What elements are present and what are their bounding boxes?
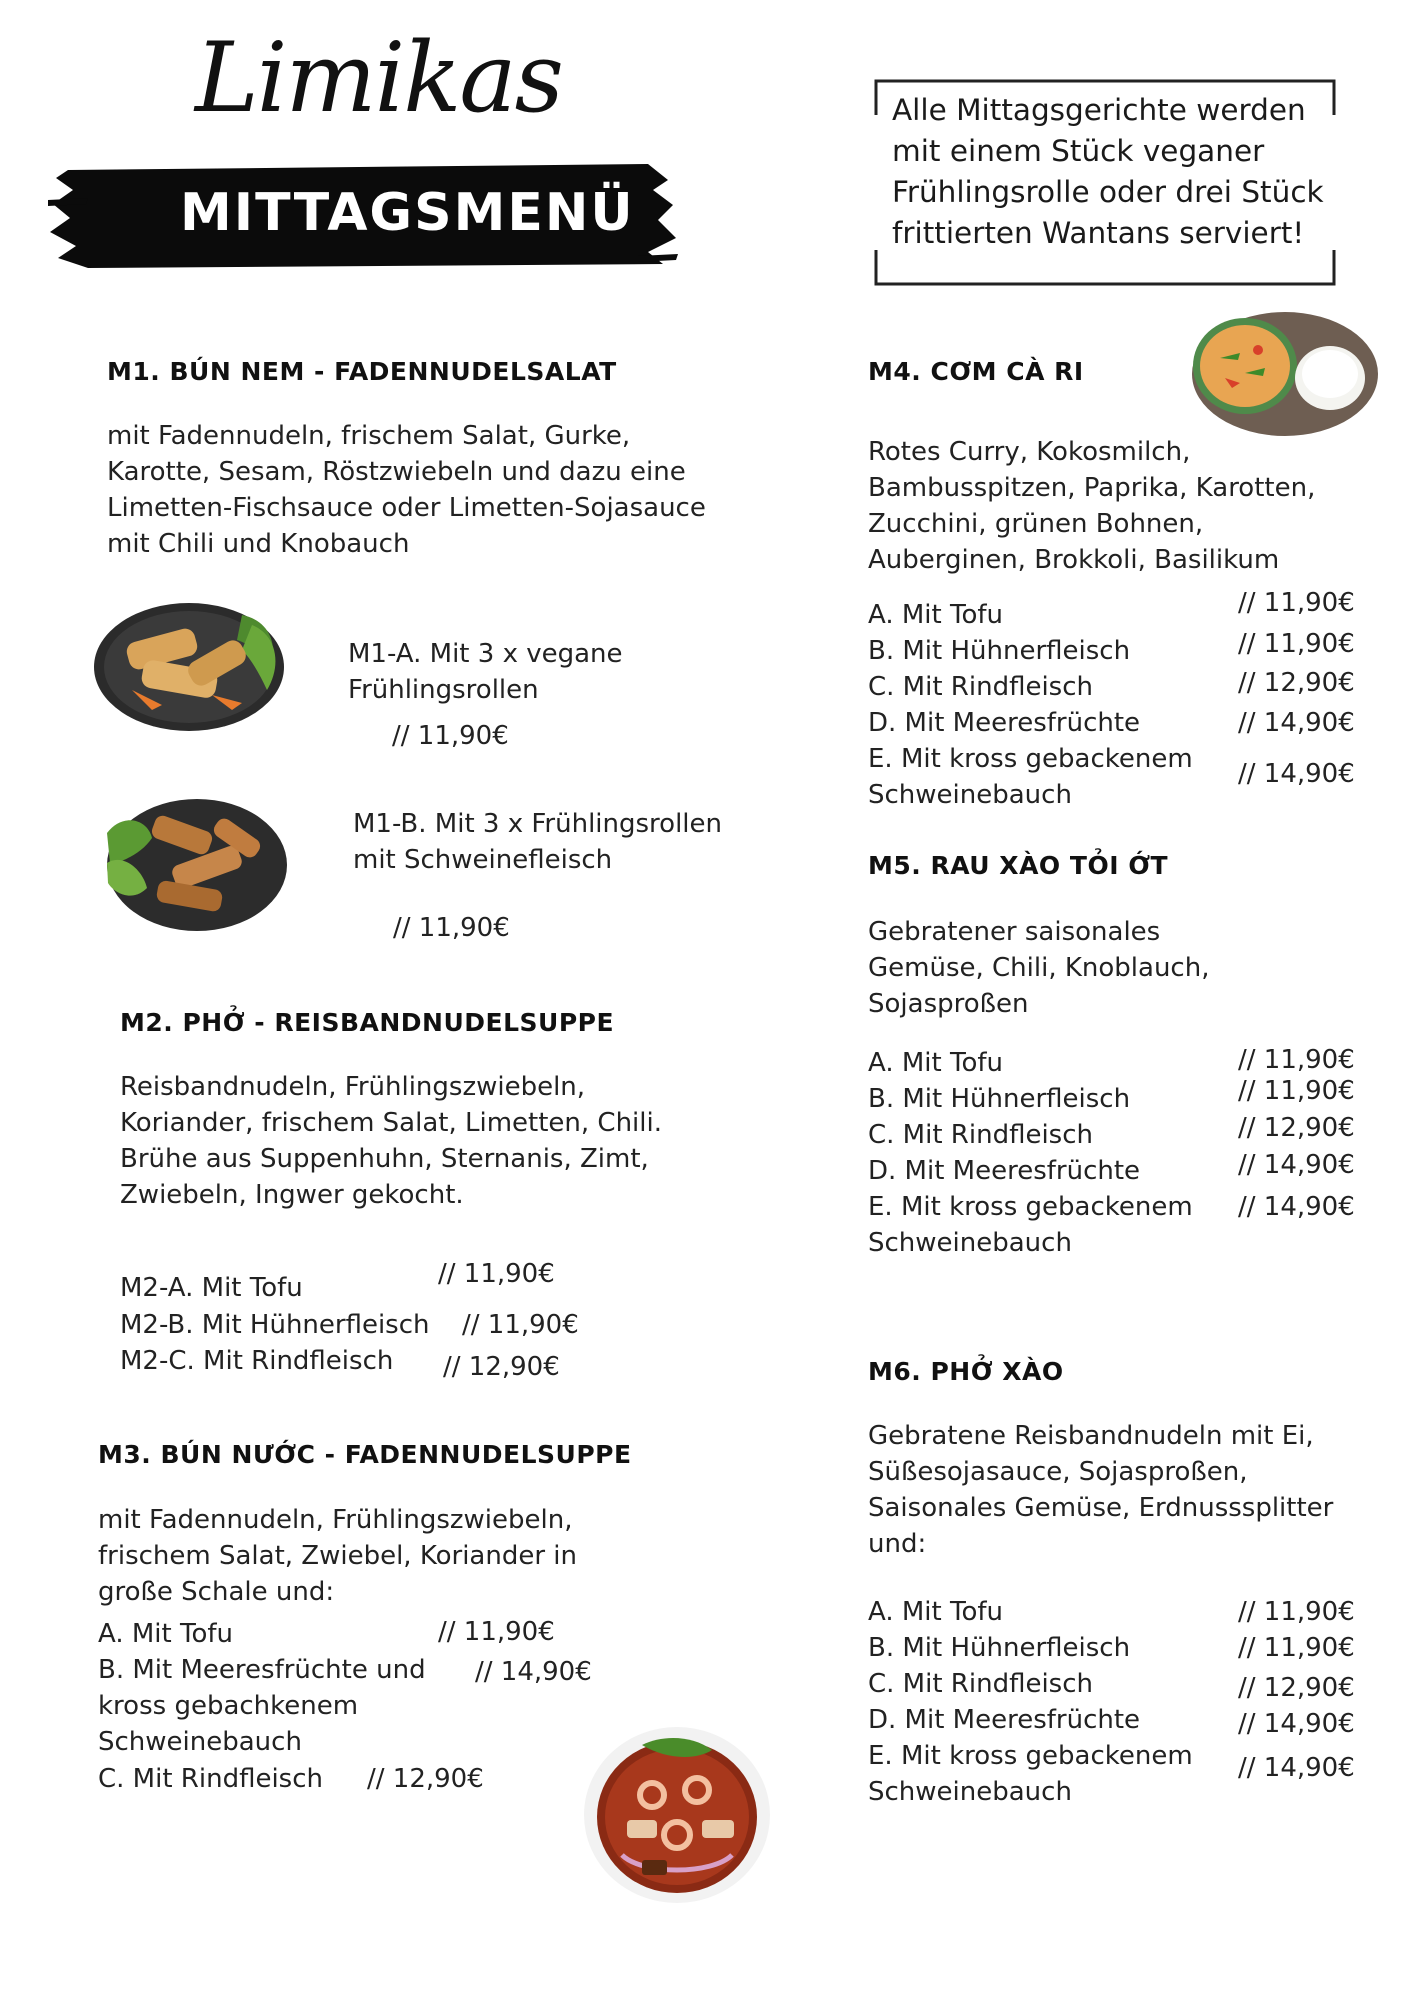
- m3c-label: C. Mit Rindfleisch: [98, 1764, 323, 1794]
- m4e-label: E. Mit kross gebackenem Schweinebauch: [868, 744, 1193, 810]
- m3-description: mit Fadennudeln, Frühlingszwiebeln, frischem Salat, Zwiebel, Koriander in große Schale und:: [98, 1505, 577, 1607]
- m1a-label: M1-A. Mit 3 x vegane Frühlingsrollen: [348, 639, 623, 705]
- m3-heading: M3. BÚN NƯỚC - FADENNUDELSUPPE: [98, 1440, 632, 1469]
- m6d-price: // 14,90€: [1238, 1709, 1355, 1739]
- m5e-label: E. Mit kross gebackenem Schweinebauch: [868, 1192, 1193, 1258]
- m1b-price: // 11,90€: [393, 913, 510, 943]
- lunch-note-text: Alle Mittagsgerichte werden mit einem Stück veganer Frühlingsrolle oder drei Stück frittierten Wantans serviert!: [892, 93, 1324, 250]
- m3b-label: B. Mit Meeresfrüchte und kross gebachkenem Schweinebauch: [98, 1655, 426, 1757]
- m1-description: mit Fadennudeln, frischem Salat, Gurke, Karotte, Sesam, Röstzwiebeln und dazu eine Limetten-Fischsauce oder Limetten-Sojasauce mit Chili und Knobauch: [107, 421, 706, 559]
- m2c-label: M2-C. Mit Rindfleisch: [120, 1346, 394, 1376]
- m6b-label: B. Mit Hühnerfleisch: [868, 1633, 1131, 1663]
- m6b-price: // 11,90€: [1238, 1633, 1355, 1663]
- m2c-price: // 12,90€: [443, 1352, 560, 1382]
- m3a-price: // 11,90€: [438, 1617, 555, 1647]
- m5-description: Gebratener saisonales Gemüse, Chili, Knoblauch, Sojasproßen: [868, 917, 1210, 1019]
- m5b-price: // 11,90€: [1238, 1076, 1355, 1106]
- m6e-label: E. Mit kross gebackenem Schweinebauch: [868, 1741, 1193, 1807]
- m6c-label: C. Mit Rindfleisch: [868, 1669, 1093, 1699]
- m2a-label: M2-A. Mit Tofu: [120, 1273, 303, 1303]
- m6e-price: // 14,90€: [1238, 1753, 1355, 1783]
- m6a-price: // 11,90€: [1238, 1597, 1355, 1627]
- m4d-label: D. Mit Meeresfrüchte: [868, 708, 1141, 738]
- brand-logo: Limikas: [195, 22, 562, 134]
- m2-heading: M2. PHỞ - REISBANDNUDELSUPPE: [120, 1008, 615, 1037]
- m5-heading: M5. RAU XÀO TỎI ỚT: [868, 851, 1169, 880]
- m4b-price: // 11,90€: [1238, 629, 1355, 659]
- m1-heading: M1. BÚN NEM - FADENNUDELSALAT: [107, 357, 617, 386]
- m5d-price: // 14,90€: [1238, 1150, 1355, 1180]
- m4-curry-photo: [1190, 308, 1380, 440]
- m5c-label: C. Mit Rindfleisch: [868, 1120, 1093, 1150]
- m5c-price: // 12,90€: [1238, 1113, 1355, 1143]
- m1a-price: // 11,90€: [392, 721, 509, 751]
- m5a-label: A. Mit Tofu: [868, 1048, 1003, 1078]
- lunch-note-box: [870, 75, 1340, 290]
- m5e-price: // 14,90€: [1238, 1192, 1355, 1222]
- m4a-price: // 11,90€: [1238, 588, 1355, 618]
- m6-description: Gebratene Reisbandnudeln mit Ei, Süßesojasauce, Sojasproßen, Saisonales Gemüse, Erdnusssplitter und:: [868, 1421, 1334, 1559]
- m6-heading: M6. PHỞ XÀO: [868, 1357, 1064, 1386]
- m4a-label: A. Mit Tofu: [868, 600, 1003, 630]
- m4e-price: // 14,90€: [1238, 759, 1355, 789]
- m5b-label: B. Mit Hühnerfleisch: [868, 1084, 1131, 1114]
- m6d-label: D. Mit Meeresfrüchte: [868, 1705, 1141, 1735]
- m1b-food-photo: [102, 793, 287, 933]
- banner-title: MITTAGSMENÜ: [180, 183, 635, 243]
- m2b-label: M2-B. Mit Hühnerfleisch: [120, 1310, 430, 1340]
- m1b-label: M1-B. Mit 3 x Frühlingsrollen mit Schweinefleisch: [353, 809, 723, 875]
- m3-soup-photo: [582, 1725, 772, 1905]
- m1a-food-photo: [92, 595, 287, 735]
- m3a-label: A. Mit Tofu: [98, 1619, 233, 1649]
- m2-description: Reisbandnudeln, Frühlingszwiebeln, Koriander, frischem Salat, Limetten, Chili. Brühe aus Suppenhuhn, Sternanis, Zimt, Zwiebeln, Ingwer gekocht.: [120, 1072, 662, 1210]
- m4-heading: M4. CƠM CÀ RI: [868, 357, 1084, 386]
- m4c-price: // 12,90€: [1238, 668, 1355, 698]
- m2b-price: // 11,90€: [462, 1310, 579, 1340]
- m4-description: Rotes Curry, Kokosmilch, Bambusspitzen, Paprika, Karotten, Zucchini, grünen Bohnen, Auberginen, Brokkoli, Basilikum: [868, 437, 1316, 575]
- m3c-price: // 12,90€: [367, 1764, 484, 1794]
- m4d-price: // 14,90€: [1238, 708, 1355, 738]
- m5a-price: // 11,90€: [1238, 1045, 1355, 1075]
- m6a-label: A. Mit Tofu: [868, 1597, 1003, 1627]
- m2a-price: // 11,90€: [438, 1259, 555, 1289]
- m5d-label: D. Mit Meeresfrüchte: [868, 1156, 1141, 1186]
- m4b-label: B. Mit Hühnerfleisch: [868, 636, 1131, 666]
- m4c-label: C. Mit Rindfleisch: [868, 672, 1093, 702]
- m6c-price: // 12,90€: [1238, 1673, 1355, 1703]
- m3b-price: // 14,90€: [475, 1657, 592, 1687]
